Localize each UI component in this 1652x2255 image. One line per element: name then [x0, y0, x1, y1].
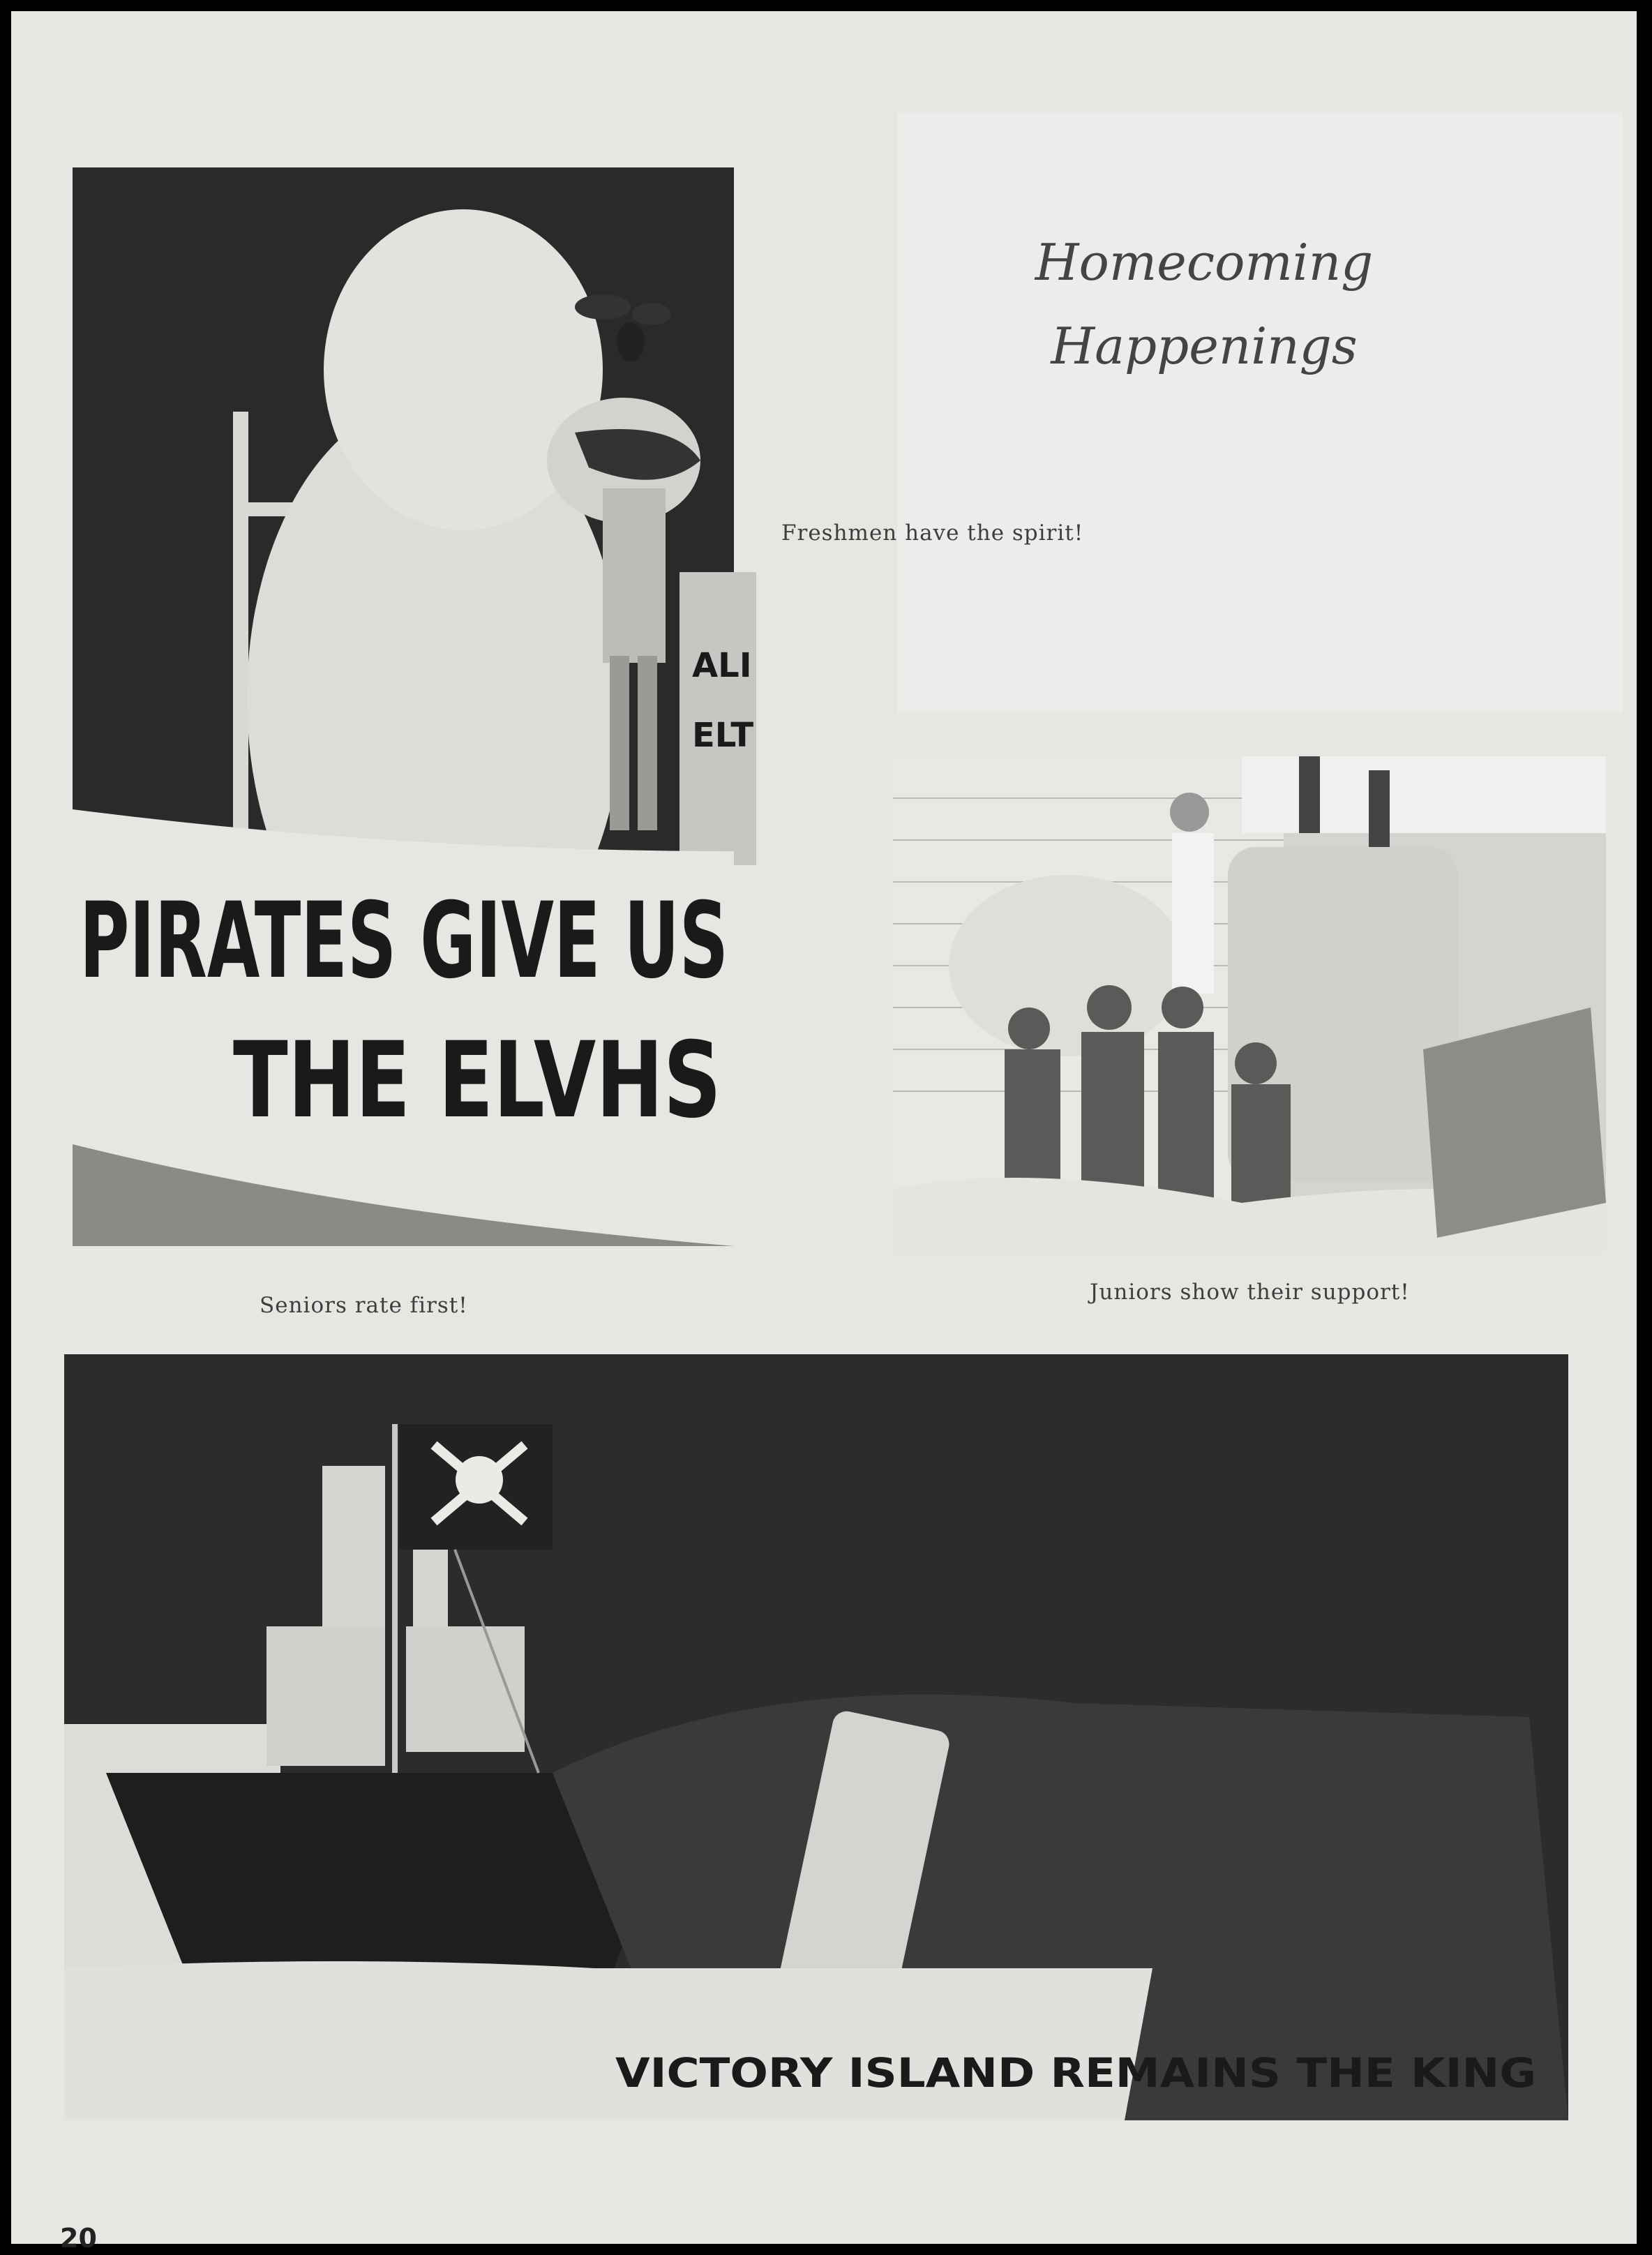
freshmen-float-photo — [64, 1354, 1568, 2120]
page-number: 20 — [60, 2223, 97, 2254]
page-title — [890, 220, 1518, 388]
juniors-caption: Juniors show their support! — [1090, 1280, 1410, 1305]
seniors-float-photo — [73, 167, 754, 1246]
yearbook-page — [11, 11, 1637, 2254]
seniors-float-text-line2: THE ELVHS — [233, 1020, 721, 1141]
can-text-line1: ALI — [692, 646, 752, 685]
page-title-line2: Happenings — [1051, 317, 1358, 375]
can-text-line2: ELT — [692, 716, 754, 755]
freshmen-caption: Freshmen have the spirit! — [781, 520, 1084, 546]
page-title-line1: Homecoming — [1035, 233, 1374, 292]
juniors-float-photo — [893, 756, 1606, 1253]
freshmen-float-text: VICTORY ISLAND REMAINS THE KING — [615, 2049, 1536, 2097]
seniors-caption: Seniors rate first! — [260, 1293, 468, 1318]
seniors-float-text-line1: PIRATES GIVE US — [80, 881, 728, 1002]
title-panel — [897, 112, 1623, 712]
